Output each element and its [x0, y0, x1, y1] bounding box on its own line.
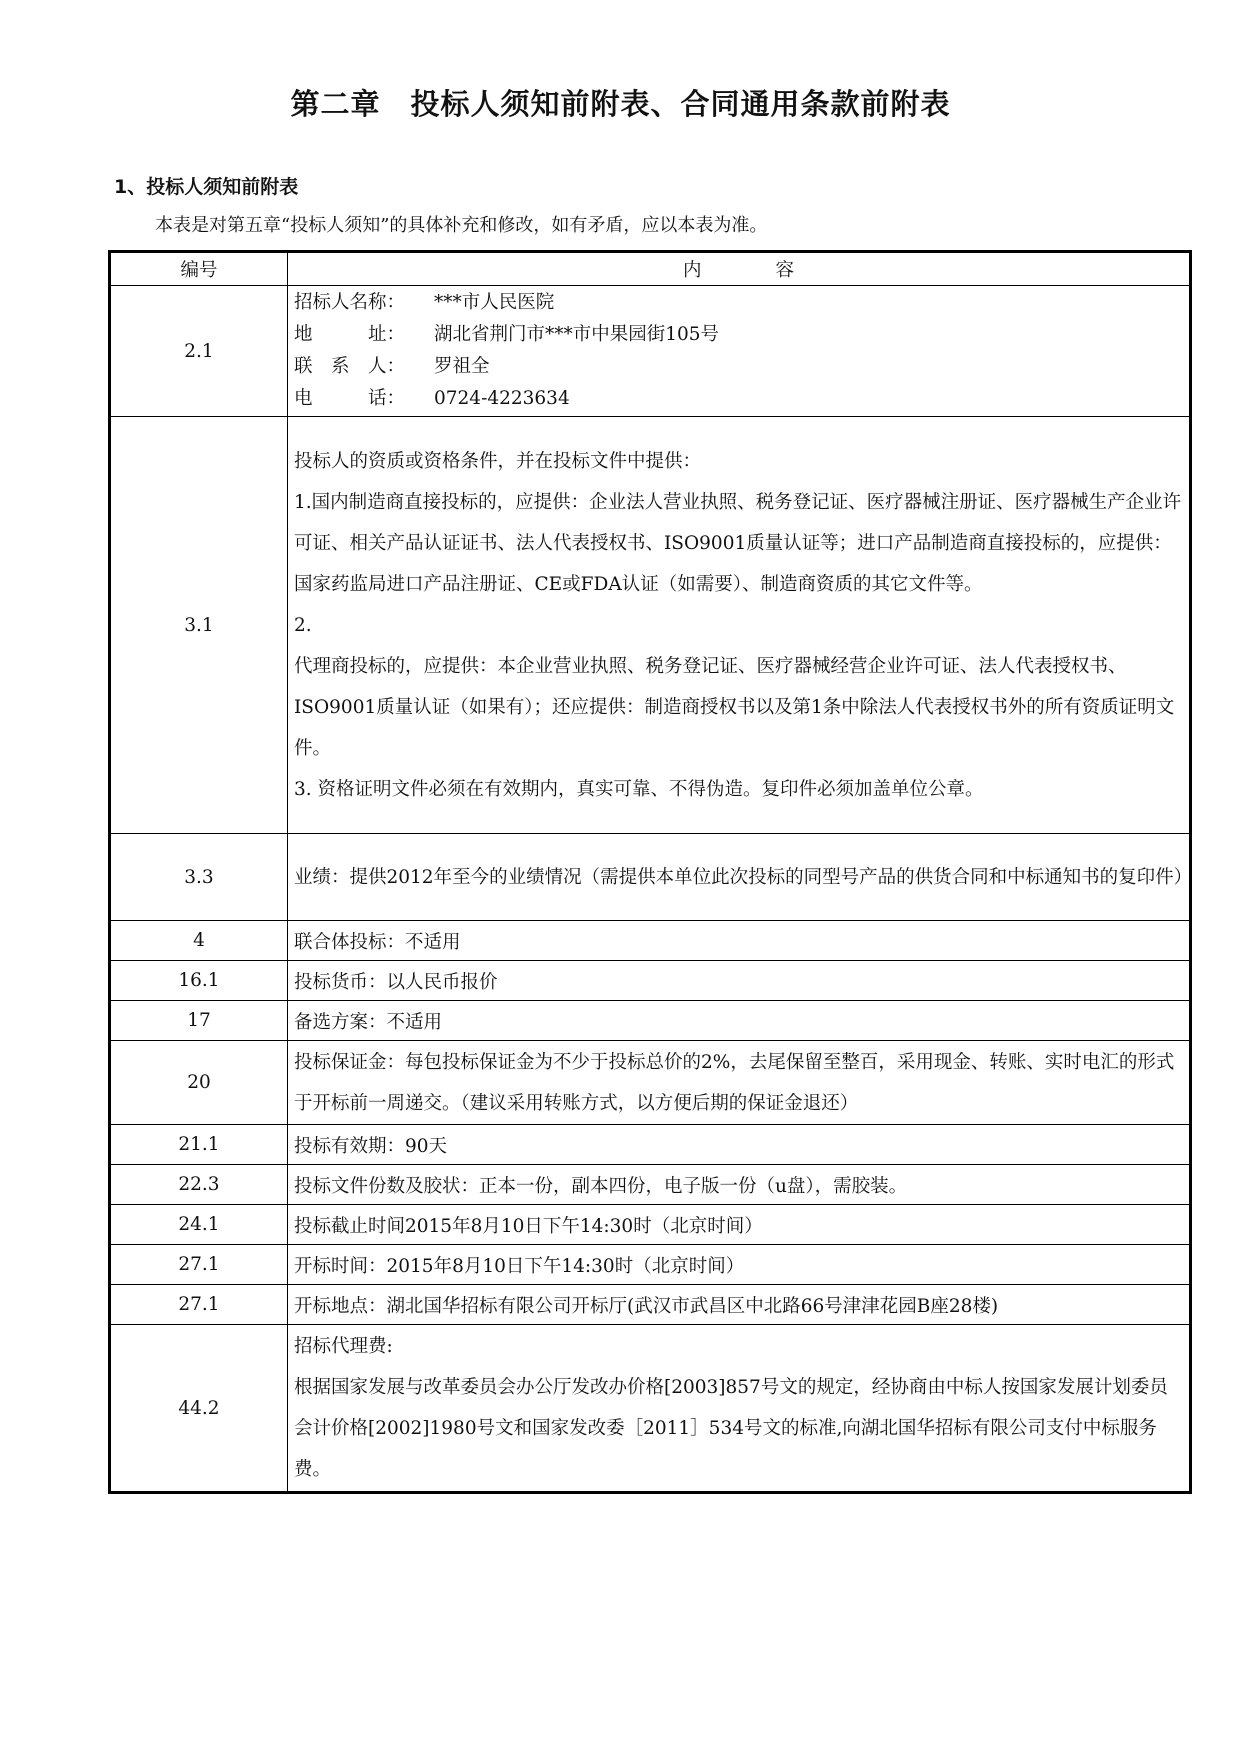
field-tenderer-name [294, 287, 1183, 319]
table-row [110, 1041, 1191, 1125]
paragraph: 招标代理费: [294, 1336, 393, 1357]
field-label: 招标人名称： [294, 292, 406, 313]
row-number: 27.1 [110, 1285, 288, 1325]
intro-text: 本表是对第五章“投标人须知”的具体补充和修改，如有矛盾，应以本表为准。 [155, 215, 768, 236]
row-number: 44.2 [110, 1325, 288, 1493]
row-number: 4 [110, 921, 288, 961]
row-content: 开标时间：2015年8月10日下午14:30时（北京时间） [288, 1245, 1191, 1285]
field-label: 电 话： [294, 388, 406, 409]
paragraph: 投标人的资质或资格条件，并在投标文件中提供： [294, 450, 702, 472]
row-content [288, 834, 1191, 921]
row-number: 2.1 [110, 286, 288, 417]
row-content [288, 1325, 1191, 1493]
table-row [110, 286, 1191, 417]
row-content: 联合体投标：不适用 [288, 921, 1191, 961]
header-number: 编号 [110, 252, 288, 286]
table-row [110, 1205, 1191, 1245]
row-number: 16.1 [110, 961, 288, 1001]
table-header-row [110, 252, 1191, 286]
field-address [294, 319, 1183, 351]
row-number: 24.1 [110, 1205, 288, 1245]
table-row [110, 1001, 1191, 1041]
row-content [288, 417, 1191, 834]
row-content: 投标文件份数及胶状：正本一份，副本四份，电子版一份（u盘），需胶装。 [288, 1165, 1191, 1205]
row-number: 22.3 [110, 1165, 288, 1205]
table-row [110, 1165, 1191, 1205]
field-value: 湖北省荆门市***市中果园街105号 [434, 324, 720, 345]
table-row [110, 1325, 1191, 1493]
section-heading: 1、投标人须知前附表 [114, 176, 299, 198]
field-value: 0724-4223634 [434, 388, 570, 409]
table-row [110, 1125, 1191, 1165]
paragraph: 2. [294, 614, 312, 636]
row-content [288, 286, 1191, 417]
row-content: 备选方案：不适用 [288, 1001, 1191, 1041]
paragraph: 代理商投标的，应提供：本企业营业执照、税务登记证、医疗器械经营企业许可证、法人代表授权书、ISO9001质量认证（如果有）；还应提供：制造商授权书以及第1条中除法人代表授权书外的所有资质证明文件。 [294, 655, 1175, 759]
field-label: 联 系 人： [294, 356, 406, 377]
table-row [110, 921, 1191, 961]
paragraph: 业绩：提供2012年至今的业绩情况（需提供本单位此次投标的同型号产品的供货合同和中标通知书的复印件） [294, 866, 1193, 888]
paragraph: 1.国内制造商直接投标的，应提供：企业法人营业执照、税务登记证、医疗器械注册证、医疗器械生产企业许可证、相关产品认证证书、法人代表授权书、ISO9001质量认证等；进口产品制造商直接投标的，应提供：国家药监局进口产品注册证、CE或FDA认证（如需要）、制造商资质的其它文件等。 [294, 491, 1182, 595]
table-row [110, 1245, 1191, 1285]
page-title: 第二章 投标人须知前附表、合同通用条款前附表 [290, 87, 951, 121]
header-content: 内 容 [288, 252, 1191, 286]
field-phone [294, 383, 1183, 415]
paragraph: 根据国家发展与改革委员会办公厅发改办价格[2003]857号文的规定，经协商由中标人按国家发展计划委员会计价格[2002]1980号文和国家发改委［2011］534号文的标准,向湖北国华招标有限公司支付中标服务费。 [294, 1377, 1168, 1480]
field-value: ***市人民医院 [434, 292, 555, 313]
row-content [288, 1041, 1191, 1125]
table-row [110, 417, 1191, 834]
field-label: 地 址： [294, 324, 406, 345]
row-number: 3.1 [110, 417, 288, 834]
paragraph: 3. 资格证明文件必须在有效期内，真实可靠、不得伪造。复印件必须加盖单位公章。 [294, 778, 984, 800]
row-number: 27.1 [110, 1245, 288, 1285]
row-content: 投标截止时间2015年8月10日下午14:30时（北京时间） [288, 1205, 1191, 1245]
paragraph: 投标保证金：每包投标保证金为不少于投标总价的2%，去尾保留至整百，采用现金、转账、实时电汇的形式于开标前一周递交。（建议采用转账方式，以方便后期的保证金退还） [294, 1051, 1175, 1114]
row-content: 投标货币：以人民币报价 [288, 961, 1191, 1001]
field-value: 罗祖全 [434, 356, 490, 377]
row-number: 3.3 [110, 834, 288, 921]
row-number: 20 [110, 1041, 288, 1125]
bidder-instructions-table [108, 250, 1192, 1494]
row-number: 17 [110, 1001, 288, 1041]
table-row [110, 1285, 1191, 1325]
table-row [110, 961, 1191, 1001]
row-content: 开标地点：湖北国华招标有限公司开标厅(武汉市武昌区中北路66号津津花园B座28楼) [288, 1285, 1191, 1325]
table-row [110, 834, 1191, 921]
row-content: 投标有效期：90天 [288, 1125, 1191, 1165]
field-contact [294, 351, 1183, 383]
row-number: 21.1 [110, 1125, 288, 1165]
